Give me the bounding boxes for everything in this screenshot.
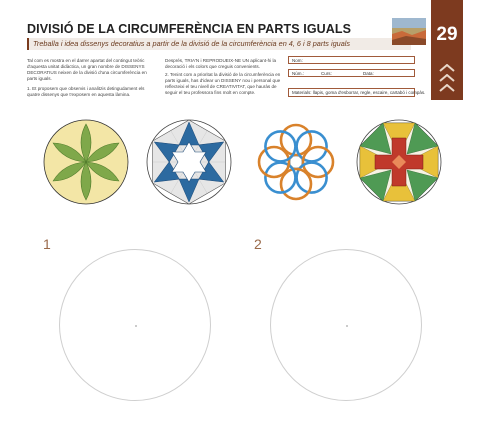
chevron-up-icon	[439, 84, 455, 92]
date-label: Data:	[363, 71, 374, 77]
page-badge	[431, 0, 463, 100]
materials-row	[288, 88, 426, 97]
green-flower-design	[42, 118, 130, 206]
num-course-date-row	[288, 69, 415, 77]
intro-paragraph: Tal com es mostra en el darrer apartat del contingut teòric d'aquesta unitat didàctica, un gran nombre de DISSENYS DECORATIUS neixen de la divisió d'una circumferència en parts iguals.	[27, 58, 147, 81]
instruction-2: 2. Tenint com a prioritat la divisió de la circumferència en parts iguals, has d'idear un DISSENY nou i personal que reflecteixi el teu nivell de CREATIVITAT, que hauràs de seguir el teu professora fins molt en compte.	[165, 72, 281, 95]
chevron-up-icon	[439, 64, 455, 72]
instruction-1: 1. Et proposem que observis i analitzis detingudament els quatre dissenys que t'exposem en aquesta làmina.	[27, 86, 145, 97]
drawing-circle-1[interactable]	[59, 249, 211, 401]
instruction-1-continued: Després, TRIA'N i REPRODUEIX-NE UN aplicant-hi la decoració i els colors que creguis convenients.	[165, 58, 277, 69]
drawing-circle-2[interactable]	[270, 249, 422, 401]
name-field[interactable]	[288, 56, 415, 64]
student-form	[288, 56, 426, 99]
exercise-number-1: 1	[43, 236, 51, 252]
octagon-cross-design	[355, 118, 443, 206]
page-title: DIVISIÓ DE LA CIRCUMFERÈNCIA EN PARTS IGUALS	[27, 22, 352, 36]
blue-hexagon-design	[145, 118, 233, 206]
course-label: Curs:	[321, 71, 332, 77]
page-number: 29	[436, 24, 458, 45]
exercise-number-2: 2	[254, 236, 262, 252]
page-subtitle: Treballa i idea dissenys decoratius a partir de la divisió de la circumferència en 4, 6 i 8 parts iguals	[27, 38, 411, 50]
materials-text: Materials: llapis, goma d'esborrar, regle, escaire, cartabó i compàs.	[292, 90, 426, 96]
num-label: Núm.:	[292, 71, 305, 77]
chevron-up-icon	[439, 74, 455, 82]
name-label: Nom:	[292, 58, 303, 64]
center-point	[346, 325, 348, 327]
center-point	[135, 325, 137, 327]
landscape-photo	[392, 18, 426, 45]
interlocking-rings-design	[250, 116, 342, 208]
